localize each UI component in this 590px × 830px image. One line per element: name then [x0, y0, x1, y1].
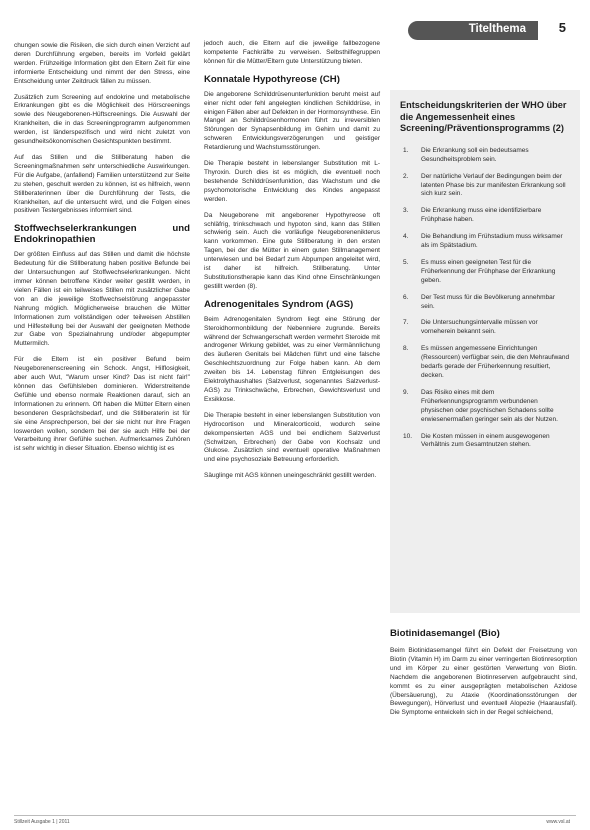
- list-item: 9. Das Risiko eines mit dem Früherkennungsprogramm verbundenen physischen oder psychischen Schadens sollte erwiesenermaßen geringer sein als der Nutzen.: [403, 388, 558, 423]
- list-item: 1. Die Erkrankung soll ein bedeutsames Gesundheitsproblem sein.: [403, 146, 529, 163]
- list-item: 2. Der natürliche Verlauf der Bedingungen beim der latenten Phase bis zur manifesten Erkrankung soll sich kurz sein.: [403, 172, 566, 198]
- paragraph: Zusätzlich zum Screening auf endokrine und metabolische Erkrankungen gibt es die Möglichkeit des Hörscreenings sowie des Neugeborenen-Hüftscreenings. Die Auswahl der Krankheiten, die in das Screeningprogramm aufgenommen werden, ist länderspezifisch und wird nicht zuletzt von gesundheitsökonomischen Gesichtspunkten bestimmt.: [14, 93, 190, 146]
- biotin-section: [390, 628, 577, 718]
- section-heading: Konnatale Hypothyreose (CH): [204, 73, 340, 85]
- section-heading: Adrenogenitales Syndrom (AGS): [204, 298, 354, 310]
- paragraph: Der größten Einfluss auf das Stillen und damit die höchste Bedeutung für die Stillberatung haben positive Befunde bei der Untersuchungen auf Stoffwechselerkrankungen. Nicht immer können betroffene Kinder weiter gestillt werden, in vielen Fällen ist ein teilweises Stillen mit zusätzlicher Gabe von an die jeweilige Stoffwechselstörung angepasster Nahrung möglich. Möglicherweise brauchen die Mütter Informationen zum vollständigen oder teilweisen Abstillen und Hilfestellung bei der Auswahl der geeigneten Methode zur Gabe von Spezialnahrung und/oder abgepumpter Muttermilch.: [14, 251, 190, 348]
- list-item: 6. Der Test muss für die Bevölkerung annehmbar sein.: [403, 293, 555, 310]
- paragraph: Säuglinge mit AGS können uneingeschränkt gestillt werden.: [204, 472, 377, 480]
- list-item: 5. Es muss einen geeigneten Test für die Früherkennung der Frühphase der Erkrankung geben.: [403, 258, 556, 284]
- section-title: Titelthema: [468, 23, 526, 35]
- list-item: 10. Die Kosten müssen in einem ausgewogenen Verhältnis zum Gesamtnutzen stehen.: [403, 432, 550, 449]
- criteria-list: [390, 147, 580, 451]
- section-banner: [408, 21, 538, 40]
- paragraph: Die Therapie besteht in lebenslanger Substitution mit L-Thyroxin. Durch dies ist es möglich, die eventuell noch bestehende Schilddrüsenfunktion, das Wachstum und die psychomotorische Entwicklung des Kindes angepasst werden.: [204, 160, 380, 203]
- column-middle: [204, 40, 380, 488]
- footer-url: www.vsl.at: [546, 819, 570, 825]
- list-item: 4. Die Behandlung im Frühstadium muss wirksamer als im Spätstadium.: [403, 233, 563, 250]
- list-item: 8. Es müssen angemessene Einrichtungen (Ressourcen) verfügbar sein, die den Mehraufwand bedarfs gerade der Früherkennung resultiert, decken.: [403, 345, 570, 379]
- who-criteria-box: [390, 90, 580, 613]
- page-number: 5: [558, 20, 566, 35]
- section-heading: Biotinidasemangel (Bio): [390, 628, 500, 639]
- footer-publication: Stillzeit Ausgabe 1 | 2011: [14, 819, 70, 825]
- list-item: 7. Die Untersuchungsintervalle müssen vor vorneherein bekannt sein.: [403, 319, 538, 336]
- paragraph: Die Therapie besteht in einer lebenslangen Substitution von Hydrocortison und Mineralcorticoid, wodurch seine dekompensierten AGS und bei endlichem Salzverlust (Schwitzen, Erbrechen) der Gabe von Kochsalz und Glukose. Zusätzlich sind eventuell operative Maßnahmen und eine psychosoziale Betreuung erforderlich.: [204, 411, 380, 464]
- paragraph: Die angeborene Schilddrüsenunterfunktion beruht meist auf einer nicht oder fehl angelegten kindlichen Schilddrüse, in einigen Fällen aber auf Defekten in der Hormonsynthese. Ein Mangel an Schilddrüsenhormonen führt zu irreversiblen Störungen der Synapsenbildung im Gehirn und damit zu schweren Entwicklungsverzögerungen und geistiger Retardierung und Wachstumsstörungen.: [204, 90, 380, 152]
- box-title: Entscheidungskriterien der WHO über die Angemessenheit eines Screening/Präventionsprogramms (2): [400, 100, 567, 134]
- column-left: [14, 42, 190, 461]
- paragraph: Da Neugeborene mit angeborener Hypothyreose oft schläfrig, trinkschwach und hypoton sind, kann das Stillen schwierig sein. Auch die vorläufige Neugeborenenikterus kann vorkommen. Eine gute Stillberatung in den ersten Tagen, bei der die Mütter in einem guten Stillmanagement unterwiesen und bei Bedarf zum Abpumpen angeleitet wird, ist daher ist hilfreich. Stillberatung. Unter Substitutionstherapie kann das Kind ohne Einschränkungen gestillt werden (8).: [204, 211, 380, 290]
- paragraph: Für die Eltern ist ein positiver Befund beim Neugeborenenscreening ein Schock. Angst, Hilflosigkeit, aber auch Wut, "Warum unser Kind? Das ist nicht fair!" können das Gefühlsleben dominieren. Widerstreitende Gefühle und ebenso normale Reaktionen darauf, sich an Informationen zu erinnern. Oft haben die Mütter Eltern einen besonderen Gesprächsbedarf, und die Stillberaterin ist für sie eine Ansprechperson, bei der sie nicht nur ihre Fragen loswerden wollen, sondern bei der sie auch Hilfe bei der Verarbeitung ihrer Gefühle suchen. Aufmerksames Zuhören ist sehr wichtig in dieser Situation. Ebenso wichtig ist es: [14, 356, 190, 453]
- paragraph: Auf das Stillen und die Stillberatung haben die Screeningmaßnahmen sehr unterschiedliche Auswirkungen. Für die Aufgabe, (anfallend) Familien unterstützend zur Seite zu stehen, geschult werden zu können, ist es hilfreich, wenn Stillberaterinnen über die Durchführung der Tests, die Krankheiten, auf die untersucht wird, und die Folgen eines positiven Testergebnisses informiert sind.: [14, 153, 190, 215]
- paragraph: chungen sowie die Risiken, die sich durch einen Verzicht auf deren Durchführung ergeben, bereits im Vorfeld geklärt werden. Frühzeitige Information gibt den Eltern Zeit für eine informierte Entscheidung und nimmt der den Stress, eine Entscheidung unter Zeitdruck fällen zu müssen.: [14, 42, 190, 85]
- list-item: 3. Die Erkrankung muss eine identifizierbare Frühphase haben.: [403, 207, 542, 224]
- footer-divider: [14, 815, 576, 816]
- paragraph: Beim Biotinidasemangel führt ein Defekt der Freisetzung von Biotin (Vitamin H) im Darm zu einer verringerten Biotinresorption und im Körper zu einer gestörten Verwertung von Biotin. Nachdem die angeborenen Biotinreserven aufgebraucht sind, kommt es zu einer ausgeprägten metabolischen Azidose (Übersäuerung), zu Ataxie (Koordinationsstörungen der Bewegungen), Hörverlust und eventuell Alopezie (Haarausfall). Die Symptome entwickeln sich in der Regel schleichend,: [390, 647, 577, 717]
- section-heading: Stoffwechselerkrankungen und Endokrinopathien: [14, 223, 190, 246]
- paragraph: Beim Adrenogenitalen Syndrom liegt eine Störung der Steroidhormonbildung der Nebenniere zugrunde. Bereits während der Schwangerschaft werden vermehrt Steroide mit androgener Wirkung gebildet, was zu einer Vermännlichung des äußeren Genitals bei Mädchen führt und eine falsche Geschlechtszuordnung zur Folge haben kann. Ab dem zweiten bis 14. Lebenstag führen Entgleisungen des Elektrolythaushaltes (Salzverlust, sogenanntes Salzverlust-AGS) zu Trinkschwäche, Erbrechen, Gewichtsverlust und Exsikkose.: [204, 315, 380, 403]
- paragraph: jedoch auch, die Eltern auf die jeweilige fallbezogene kompetente Fachkräfte zu verweisen. Selbsthilfegruppen können für die Mütter/Eltern gute Unterstützung bieten.: [204, 40, 380, 65]
